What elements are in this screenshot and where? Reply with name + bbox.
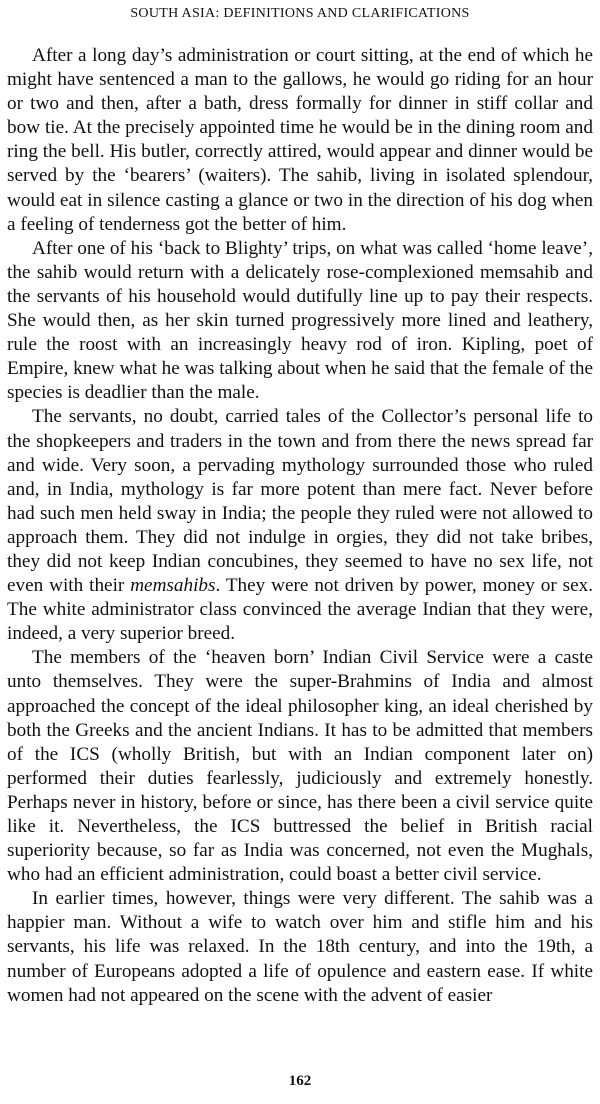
running-head: SOUTH ASIA: DEFINITIONS AND CLARIFICATIONS (130, 6, 470, 21)
paragraph-memsahib: After one of his ‘back to Blighty’ trips, on what was called ‘home leave’, the sahib would return with a delicately rose-complexioned memsahib and the servants of his household would dutifully line up to pay their respects. She would then, as her skin turned progressively more lined and leathery, rule the roost with an increasingly heavy rod of iron. Kipling, poet of Empire, knew what he was talking about when he said that the female of the species is deadlier than the male. (7, 237, 593, 404)
body-text (7, 44, 593, 1008)
paragraph-mythology-text-start: The servants, no doubt, carried tales of the Collector’s personal life to the shopkeepers and traders in the town and from there the news spread far and wide. Very soon, a pervading mythology surrounded those who ruled and, in India, mythology is far more potent than mere fact. Never before had such men held sway in India; the people they ruled were not allowed to approach them. They did not indulge in orgies, they did not take bribes, they did not keep Indian concubines, they seemed to have no sex life, not even with their (7, 406, 593, 597)
paragraph-earlier-times: In earlier times, however, things were very different. The sahib was a happier man. Without a wife to watch over him and stifle him and his servants, his life was relaxed. In the 18th century, and into the 19th, a number of Europeans adopted a life of opulence and eastern ease. If white women had not appeared on the scene with the advent of easier (7, 888, 593, 1006)
paragraph-dinner-routine: After a long day’s administration or court sitting, at the end of which he might have sentenced a man to the gallows, he would go riding for an hour or two and then, after a bath, dress formally for dinner in stiff collar and bow tie. At the precisely appointed time he would be in the dining room and ring the bell. His butler, correctly attired, would appear and dinner would be served by the ‘bearers’ (waiters). The sahib, living in isolated splendour, would eat in silence casting a glance or two in the direction of his dog when a feeling of tenderness got the better of him. (7, 45, 593, 235)
page-number: 162 (288, 1073, 312, 1089)
paragraph-mythology-text-end: . They were not driven by power, money or sex. The white administrator class convinced the average Indian that they were, indeed, a very superior breed. (7, 575, 594, 645)
italic-term-memsahibs: memsahibs (130, 575, 216, 597)
paragraph-civil-service: The members of the ‘heaven born’ Indian Civil Service were a caste unto themselves. They were the super-Brahmins of India and almost approached the concept of the ideal philosopher king, an ideal cherished by both the Greeks and the ancient Indians. It has to be admitted that members of the ICS (wholly British, but with an Indian component later on) performed their duties fearlessly, judiciously and extremely honestly. Perhaps never in history, before or since, has there been a civil service quite like it. Nevertheless, the ICS buttressed the belief in British racial superiority because, so far as India was concerned, not even the Mughals, who had an efficient administration, could boast a better civil service. (7, 647, 593, 886)
paragraph-mythology (7, 405, 593, 646)
